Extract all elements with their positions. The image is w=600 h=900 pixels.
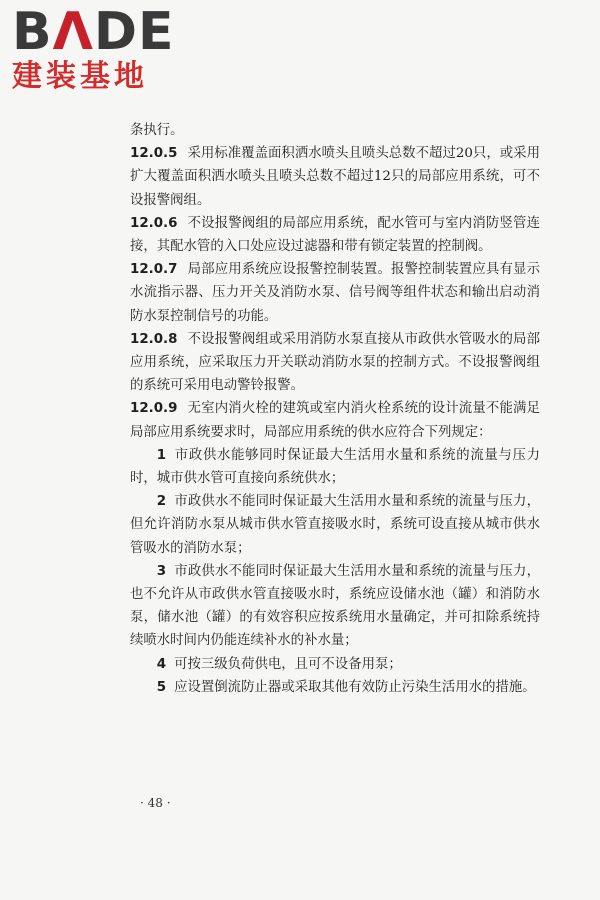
page-number: · 48 · — [140, 796, 171, 810]
item-number: 3 — [156, 563, 167, 579]
clause-text: 采用标准覆盖面积洒水喷头且喷头总数不超过20只，或采用扩大覆盖面积洒水喷头且喷头总数不超过12只的局部应用系统，可不设报警阀组。 — [130, 146, 540, 208]
brand-logo — [12, 2, 192, 94]
item-text: 应设置倒流防止器或采取其他有效防止污染生活用水的措施。 — [174, 679, 536, 695]
list-item — [130, 444, 540, 490]
logo-subtitle: 建装基地 — [12, 59, 148, 94]
logo-letter-b: B — [12, 2, 53, 62]
clause-12-0-8 — [130, 328, 540, 398]
document-body — [130, 119, 540, 699]
clause-number: 12.0.6 — [130, 215, 178, 231]
clause-12-0-5 — [130, 142, 540, 212]
list-item — [130, 676, 540, 699]
list-item — [130, 490, 540, 560]
clause-text: 无室内消火栓的建筑或室内消火栓系统的设计流量不能满足局部应用系统要求时，局部应用系统的供水应符合下列规定： — [130, 401, 540, 440]
item-number: 4 — [156, 656, 167, 672]
clause-text: 不设报警阀组的局部应用系统，配水管可与室内消防竖管连接，其配水管的入口处应设过滤器和带有锁定装置的控制阀。 — [130, 215, 540, 255]
item-number: 5 — [156, 679, 167, 695]
clause-number: 12.0.7 — [130, 262, 178, 278]
item-number: 1 — [156, 447, 167, 463]
item-number: 2 — [156, 494, 167, 510]
clause-text: 不设报警阀组或采用消防水泵直接从市政供水管吸水的局部应用系统，应采取压力开关联动消防水泵的控制方式。不设报警阀组的系统可采用电动警铃报警。 — [130, 331, 540, 394]
item-text: 可按三级负荷供电，且可不设备用泵； — [174, 656, 402, 672]
continuation-text: 条执行。 — [130, 123, 184, 138]
clause-12-0-9 — [130, 397, 540, 443]
clause-number: 12.0.5 — [130, 146, 178, 162]
logo-mark — [12, 2, 192, 62]
logo-letter-a: Λ — [52, 2, 94, 62]
item-text: 市政供水不能同时保证最大生活用水量和系统的流量与压力，但允许消防水泵从城市供水管直接吸水时，系统可设直接从城市供水管吸水的消防水泵； — [130, 494, 540, 556]
clause-number: 12.0.9 — [130, 401, 178, 417]
clause-12-0-6 — [130, 212, 540, 258]
list-item — [130, 653, 540, 676]
clause-12-0-7 — [130, 258, 540, 328]
logo-letters-de: DE — [93, 2, 175, 62]
item-text: 市政供水能够同时保证最大生活用水量和系统的流量与压力时，城市供水管可直接向系统供水； — [130, 447, 540, 487]
list-item — [130, 560, 540, 653]
item-text: 市政供水不能同时保证最大生活用水量和系统的流量与压力，也不允许从市政供水管直接吸水时，系统应设储水池（罐）和消防水泵，储水池（罐）的有效容积应按系统用水量确定，并可扣除系统持续喷水时间内仍能连续补水的补水量； — [130, 563, 540, 649]
clause-number: 12.0.8 — [130, 331, 178, 347]
clause-text: 局部应用系统应设报警控制装置。报警控制装置应具有显示水流指示器、压力开关及消防水泵、信号阀等组件状态和输出启动消防水泵控制信号的功能。 — [130, 262, 540, 324]
